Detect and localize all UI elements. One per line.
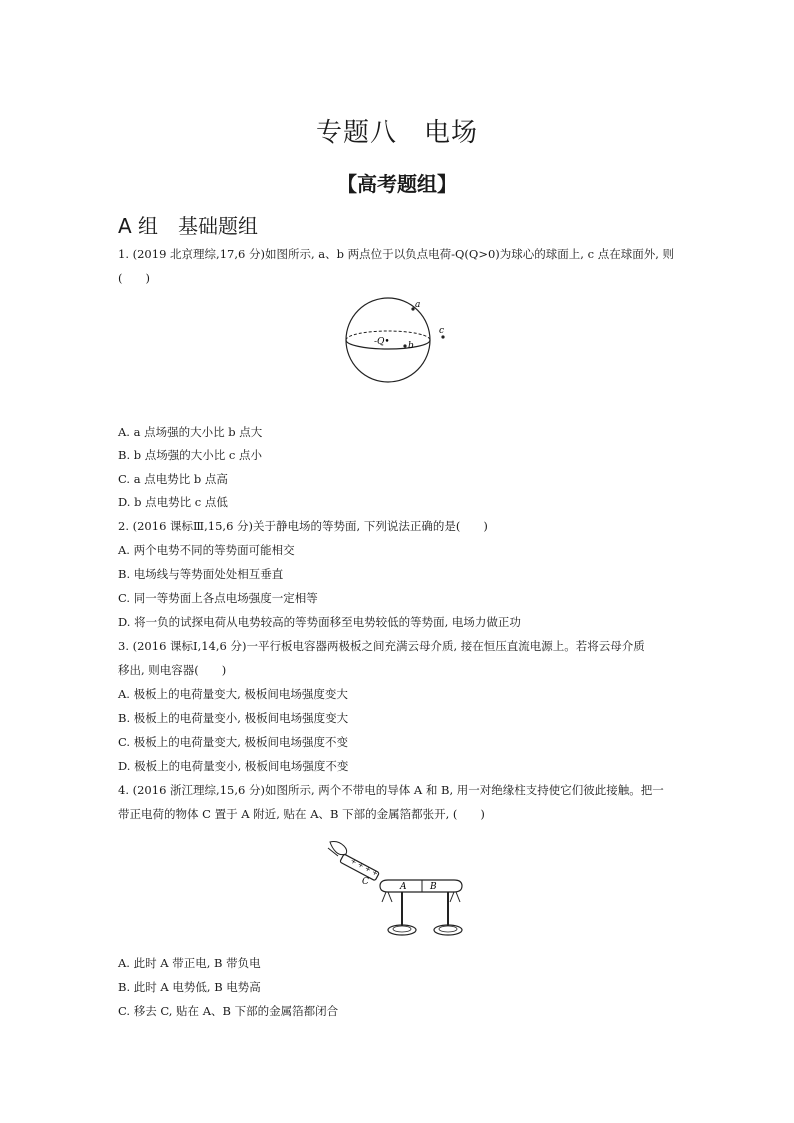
question-3-option-b: B. 极板上的电荷量变小, 极板间电场强度变大 (118, 711, 349, 725)
label-c: C (362, 877, 369, 887)
question-4-option-c: C. 移去 C, 贴在 A、B 下部的金属箔都闭合 (118, 1004, 339, 1018)
leaf-a-right (388, 892, 392, 902)
question-3-option-c: C. 极板上的电荷量变大, 极板间电场强度不变 (118, 735, 349, 749)
label-c: c (439, 326, 445, 336)
sphere-figure (330, 296, 470, 396)
rod-plus-signs: + + + + (349, 856, 380, 878)
label-a: a (415, 300, 421, 310)
question-4-option-b: B. 此时 A 电势低, B 电势高 (118, 980, 261, 994)
stand-b-base-inner (439, 926, 457, 932)
question-1-option-a: A. a 点场强的大小比 b 点大 (118, 425, 263, 439)
label-b: B (430, 882, 437, 892)
leaf-b-left (450, 892, 454, 902)
question-1-stem-cont: ( ) (118, 271, 150, 285)
question-1-option-d: D. b 点电势比 c 点低 (118, 495, 228, 509)
conductor-body (380, 880, 462, 892)
question-2-option-d: D. 将一负的试探电荷从电势较高的等势面移至电势较低的等势面, 电场力做正功 (118, 615, 521, 629)
question-2-option-c: C. 同一等势面上各点电场强度一定相等 (118, 591, 318, 605)
leaf-b-right (456, 892, 460, 902)
point-b (403, 344, 406, 347)
label-b: b (408, 341, 414, 351)
label-negative-charge: -Q• (374, 337, 390, 347)
question-1-option-b: B. b 点场强的大小比 c 点小 (118, 448, 263, 462)
question-4-stem: 4. (2016 浙江理综,15,6 分)如图所示, 两个不带电的导体 A 和 B, 用一对绝缘柱支持使它们彼此接触。把一 (118, 783, 664, 797)
question-1-option-c: C. a 点电势比 b 点高 (118, 472, 228, 486)
group-heading: A 组 基础题组 (118, 214, 259, 238)
question-3-option-d: D. 极板上的电荷量变小, 极板间电场强度不变 (118, 759, 349, 773)
question-4-option-a: A. 此时 A 带正电, B 带负电 (118, 956, 261, 970)
stand-a-base-inner (393, 926, 411, 932)
label-a: A (400, 882, 407, 892)
stand-b-base (434, 925, 462, 935)
conductors-figure (326, 836, 476, 940)
question-2-option-b: B. 电场线与等势面处处相互垂直 (118, 567, 284, 581)
hand-icon (330, 842, 347, 855)
question-2-option-a: A. 两个电势不同的等势面可能相交 (118, 543, 295, 557)
question-3-stem: 3. (2016 课标Ⅰ,14,6 分)一平行板电容器两极板之间充满云母介质, 接在恒压直流电源上。若将云母介质 (118, 639, 645, 653)
question-3-option-a: A. 极板上的电荷量变大, 极板间电场强度变大 (118, 687, 348, 701)
leaf-a-left (382, 892, 386, 902)
page-title: 专题八 电场 (315, 118, 478, 148)
section-subtitle: 【高考题组】 (337, 172, 457, 196)
stand-a-base (388, 925, 416, 935)
question-4-stem-cont: 带正电荷的物体 C 置于 A 附近, 贴在 A、B 下部的金属箔都张开, ( ) (118, 807, 485, 821)
question-2-stem: 2. (2016 课标Ⅲ,15,6 分)关于静电场的等势面, 下列说法正确的是( ) (118, 519, 488, 533)
question-1-stem: 1. (2019 北京理综,17,6 分)如图所示, a、b 两点位于以负点电荷-Q(Q>0)为球心的球面上, c 点在球面外, 则 (118, 247, 675, 261)
question-3-stem-cont: 移出, 则电容器( ) (118, 663, 227, 677)
